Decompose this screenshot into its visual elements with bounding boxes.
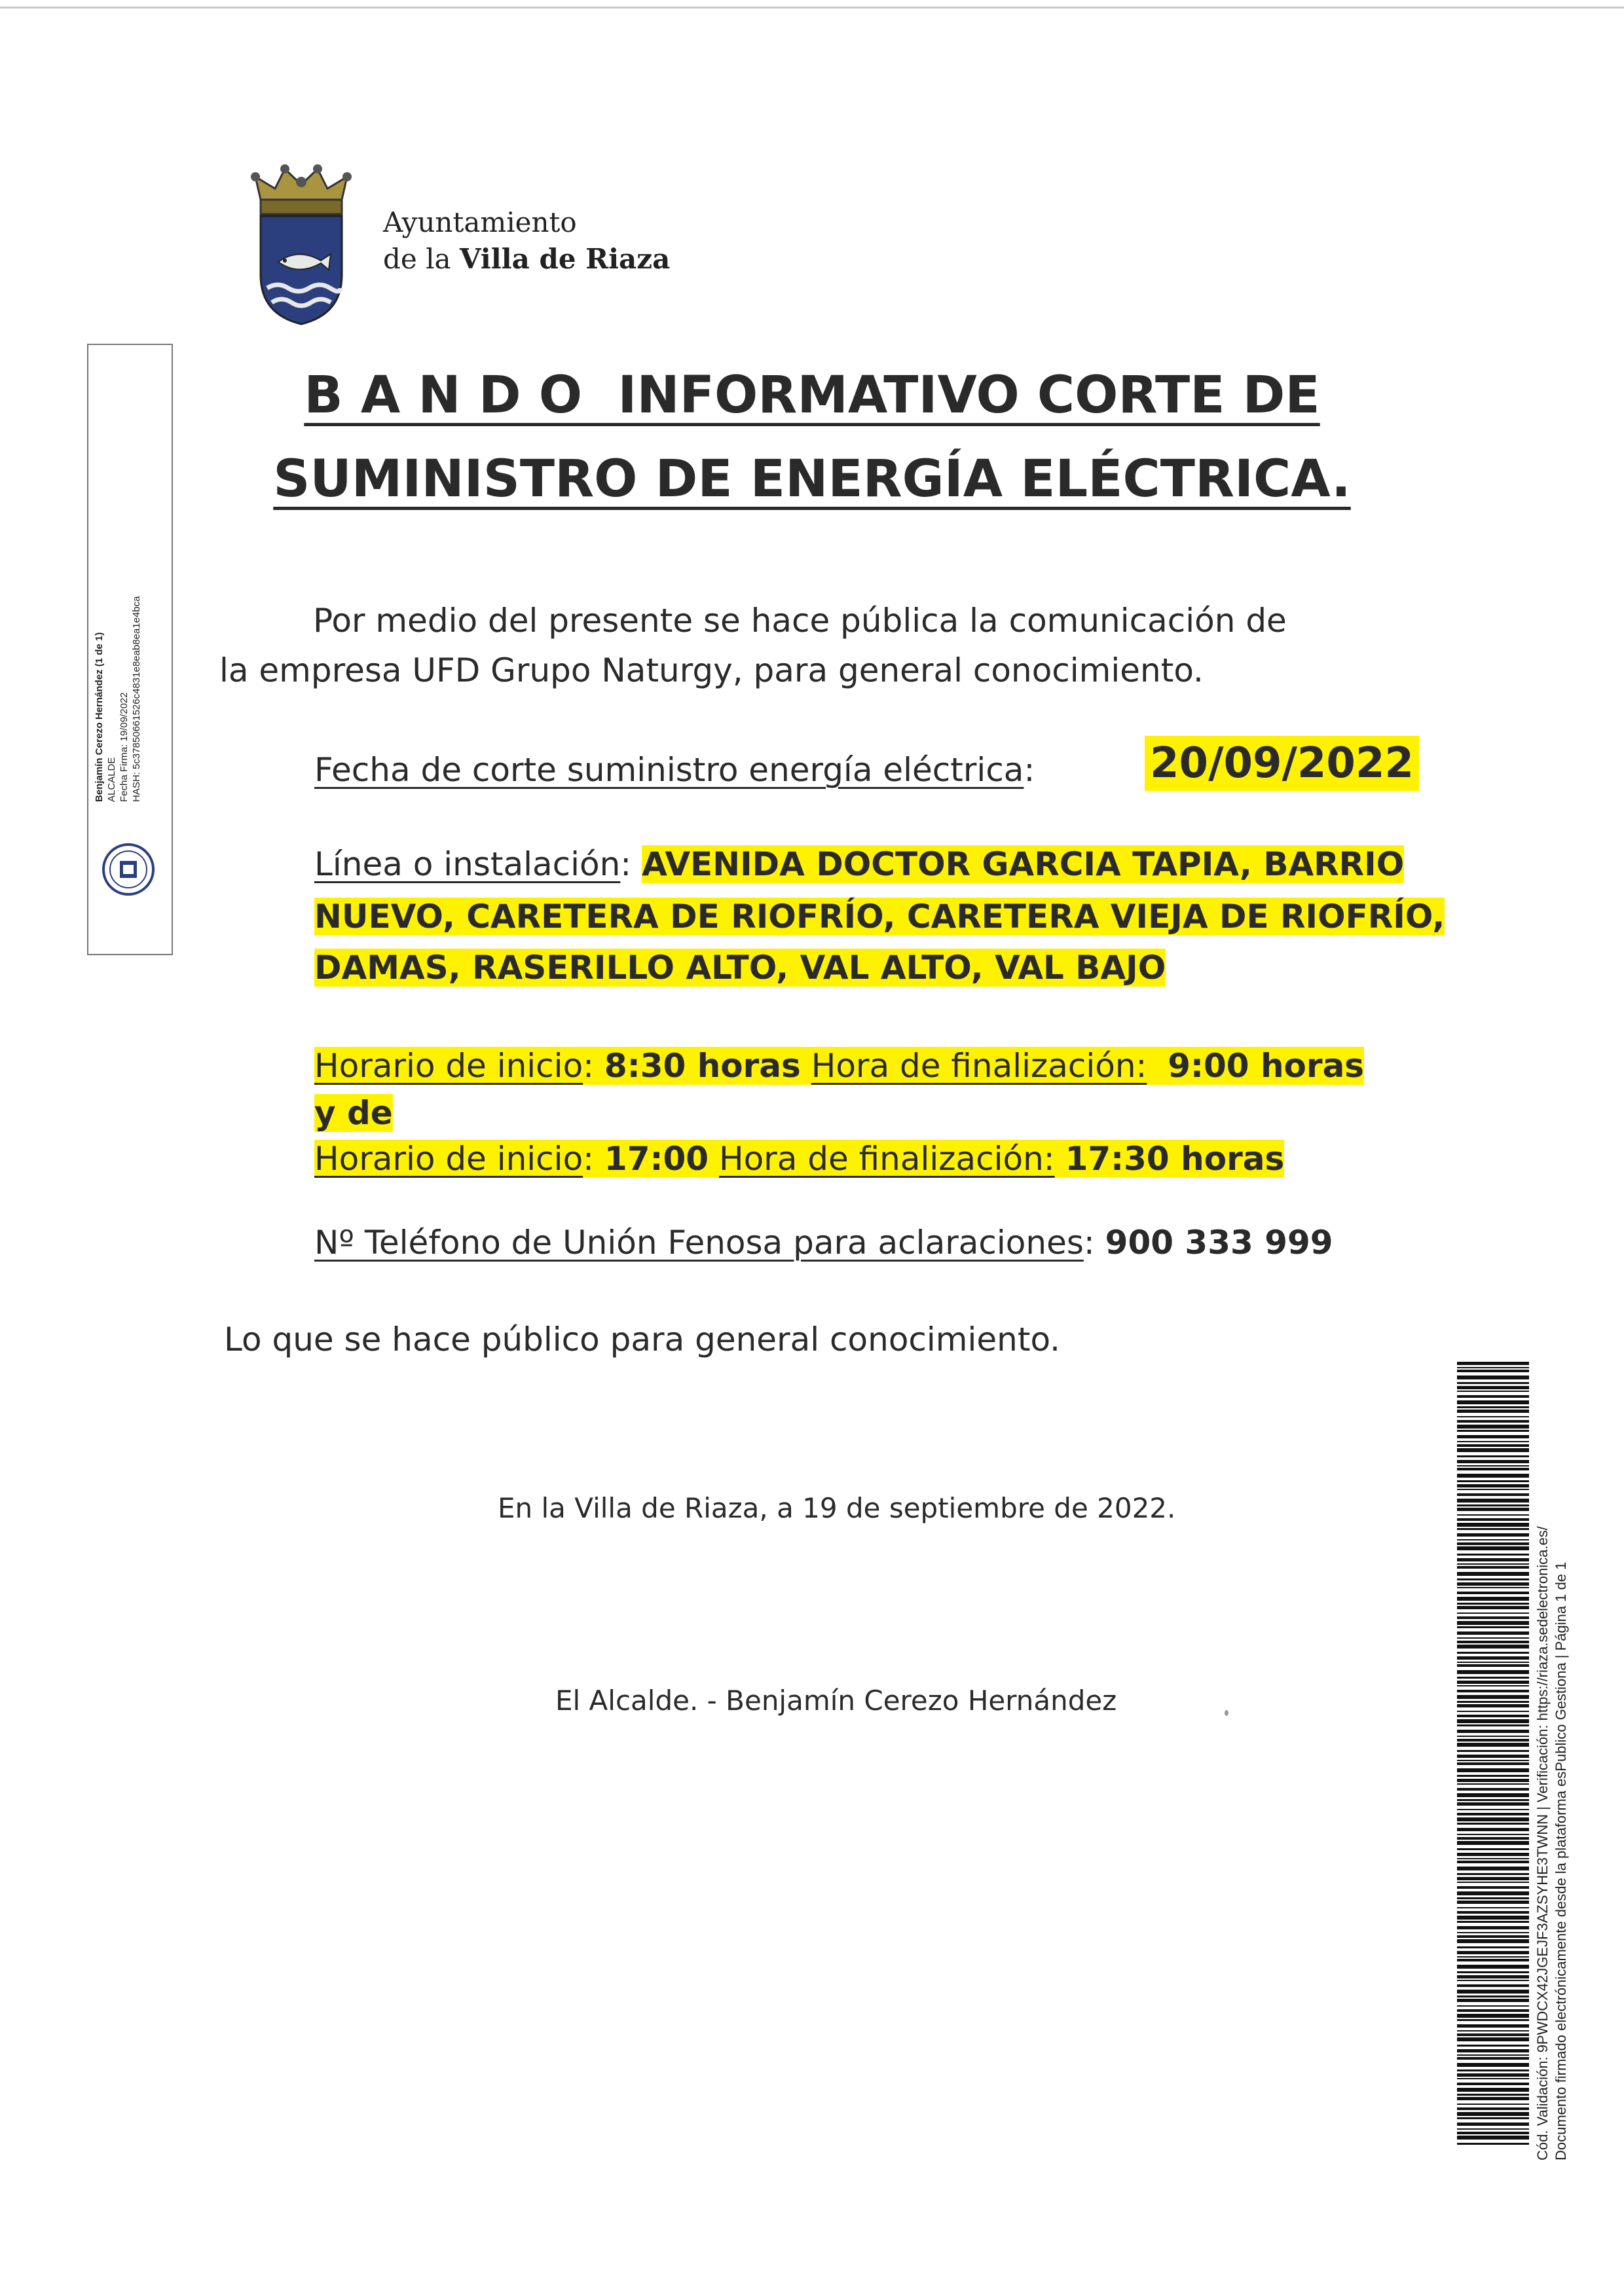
barcode-bar (1457, 1558, 1529, 1561)
barcode-bar (1457, 1606, 1529, 1609)
barcode-bar (1457, 1817, 1529, 1821)
scan-speck (1225, 1710, 1228, 1716)
barcode-bar (1457, 1995, 1529, 1997)
barcode-bar (1457, 2083, 1529, 2085)
barcode-bar (1457, 2117, 1529, 2119)
barcode-bar (1457, 1755, 1529, 1758)
signature-stamp-text (93, 596, 143, 802)
horario2-start-value: 17:00 (604, 1140, 709, 1178)
barcode-bar (1457, 1695, 1529, 1699)
linea-colon: : (620, 845, 632, 883)
barcode-bar (1457, 1841, 1529, 1845)
barcode-bar (1457, 1965, 1529, 1969)
barcode-bar (1457, 1499, 1529, 1503)
barcode-bar (1457, 1382, 1529, 1384)
barcode-bar (1457, 1539, 1529, 1540)
barcode-bar (1457, 2112, 1529, 2116)
barcode-bar (1457, 1563, 1529, 1565)
barcode-bar (1457, 1592, 1529, 1594)
title-line2: SUMINISTRO DE ENERGÍA ELÉCTRICA. (273, 450, 1351, 509)
barcode-bar (1457, 1637, 1529, 1639)
barcode-bar (1457, 1597, 1529, 1601)
fecha-row (314, 745, 1035, 795)
barcode-bar (1457, 1400, 1529, 1404)
horario1-colon: : (583, 1047, 595, 1085)
barcode-bar (1457, 2094, 1529, 2096)
barcode-bar (1457, 2104, 1529, 2105)
barcode-bar (1457, 1834, 1529, 1835)
telefono-row (314, 1218, 1333, 1267)
horario1-end-value: 9:00 horas (1168, 1047, 1365, 1085)
barcode-bar (1457, 1645, 1529, 1649)
barcode-bar (1457, 1376, 1529, 1379)
barcode-bar (1457, 1578, 1529, 1580)
barcode-bar (1457, 1493, 1529, 1496)
barcode-bar (1457, 1990, 1529, 1994)
barcode-bar (1457, 2136, 1529, 2140)
barcode-bar (1457, 2128, 1529, 2130)
barcode-bar (1457, 1788, 1529, 1791)
barcode-bar (1457, 1799, 1529, 1801)
telefono-label: Nº Teléfono de Unión Fenosa para aclaraciones (314, 1224, 1084, 1262)
barcode-bar (1457, 1882, 1529, 1883)
barcode-bar (1457, 2143, 1529, 2145)
stamp-signer: Benjamín Cerezo Hernández (1 de 1) (94, 632, 105, 802)
barcode-bar (1457, 1891, 1529, 1895)
barcode-bar (1457, 1533, 1529, 1537)
barcode-bar (1457, 1959, 1529, 1961)
barcode-bar (1457, 1719, 1529, 1723)
barcode-bar (1457, 1975, 1529, 1978)
barcode-bar (1457, 1386, 1529, 1389)
barcode-bar (1457, 1616, 1529, 1619)
stamp-date: Fecha Firma: 19/09/2022 (119, 692, 130, 802)
barcode-bar (1457, 1465, 1529, 1467)
barcode-bar (1457, 1681, 1529, 1684)
barcode-bar (1457, 1802, 1529, 1806)
barcode-bar (1457, 1848, 1529, 1850)
barcode-bar (1457, 1656, 1529, 1660)
barcode-bar (1457, 1652, 1529, 1654)
horario1-end-label: Hora de finalización: (811, 1047, 1147, 1085)
barcode-bar (1457, 1362, 1529, 1365)
barcode-bar (1457, 1743, 1529, 1747)
barcode-bar (1457, 1528, 1529, 1530)
barcode-bar (1457, 2049, 1529, 2052)
barcode-bar (1457, 1662, 1529, 1663)
barcode-bar (1457, 1641, 1529, 1643)
barcode-bar (1457, 1410, 1529, 1413)
barcode-bar (1457, 2097, 1529, 2100)
barcode-bar (1457, 1430, 1529, 1432)
barcode-bar (1457, 1823, 1529, 1825)
barcode-bar (1457, 1518, 1529, 1521)
barcode-bar (1457, 1730, 1529, 1733)
barcode-bar (1457, 1613, 1529, 1614)
barcode-bar (1457, 1946, 1529, 1948)
org-line2: de la Villa de Riaza (383, 243, 671, 275)
barcode-bar (1457, 1951, 1529, 1954)
barcode-bar (1457, 2030, 1529, 2032)
org-name (383, 204, 670, 278)
barcode-bar (1457, 1921, 1529, 1923)
linea-label: Línea o instalación (314, 845, 621, 883)
barcode-icon (1457, 1362, 1529, 2147)
horario1-start-label: Horario de inicio (314, 1047, 583, 1085)
barcode-bar (1457, 1999, 1529, 2002)
linea-row2 (314, 892, 1445, 941)
horario2-end-label: Hora de finalización: (718, 1140, 1055, 1178)
barcode-bar (1457, 2073, 1529, 2077)
barcode-bar (1457, 1367, 1529, 1368)
barcode-bar (1457, 1724, 1529, 1726)
barcode-bar (1457, 1484, 1529, 1487)
stamp-role: ALCALDE (106, 757, 117, 802)
stamp-hash: HASH: 5c37850661526c4831e8eab8ea1e4bca (131, 596, 142, 802)
barcode-bar (1457, 1435, 1529, 1438)
validation-line1: Cód. Validación: 9PWDCX42JGEJF3AZSYHE3TWNN | Verificación: https://riaza.sedelectronica.es/ (1534, 1526, 1551, 2160)
barcode-bar (1457, 1677, 1529, 1679)
intro-line1: Por medio del presente se hace pública la comunicación de (313, 602, 1287, 640)
barcode-bar (1457, 1750, 1529, 1752)
horario2-row (314, 1134, 1284, 1184)
document-title (0, 354, 1624, 521)
linea-row3 (314, 943, 1166, 993)
horario1-start-value: 8:30 horas (604, 1047, 801, 1085)
barcode-bar (1457, 1546, 1529, 1550)
barcode-bar (1457, 1425, 1529, 1429)
barcode-bar (1457, 1901, 1529, 1904)
barcode-bar (1457, 1489, 1529, 1490)
barcode-bar (1457, 2132, 1529, 2134)
barcode-bar (1457, 1444, 1529, 1447)
barcode-bar (1457, 1775, 1529, 1777)
barcode-bar (1457, 1631, 1529, 1635)
barcode-bar (1457, 1762, 1529, 1765)
horario2-start-label: Horario de inicio (314, 1140, 583, 1178)
barcode-bar (1457, 1926, 1529, 1929)
barcode-bar (1457, 1554, 1529, 1556)
barcode-bar (1457, 1911, 1529, 1914)
barcode-bar (1457, 2063, 1529, 2067)
barcode-bar (1457, 2057, 1529, 2060)
barcode-bar (1457, 1468, 1529, 1470)
barcode-bar (1457, 2088, 1529, 2092)
telefono-value: 900 333 999 (1105, 1224, 1333, 1262)
barcode-bar (1457, 1455, 1529, 1457)
barcode-bar (1457, 1980, 1529, 1981)
town-crest-icon (249, 164, 354, 327)
barcode-bar (1457, 2054, 1529, 2056)
fecha-value: 20/09/2022 (1145, 736, 1419, 791)
barcode-bar (1457, 1736, 1529, 1737)
barcode-bar (1457, 1514, 1529, 1516)
barcode-bar (1457, 1685, 1529, 1686)
barcode-bar (1457, 1441, 1529, 1442)
barcode-bar (1457, 1828, 1529, 1831)
barcode-bar (1457, 1420, 1529, 1423)
barcode-bar (1457, 1395, 1529, 1398)
barcode-bar (1457, 2014, 1529, 2018)
barcode-bar (1457, 2033, 1529, 2036)
barcode-bar (1457, 1621, 1529, 1625)
barcode-bar (1457, 2005, 1529, 2007)
barcode-bar (1457, 2045, 1529, 2047)
barcode-bar (1457, 1582, 1529, 1586)
horario2-end-value: 17:30 horas (1065, 1140, 1285, 1178)
barcode-bar (1457, 1877, 1529, 1880)
barcode-bar (1457, 1837, 1529, 1840)
scan-top-edge (0, 7, 1624, 9)
barcode-bar (1457, 1916, 1529, 1920)
barcode-bar (1457, 2123, 1529, 2126)
barcode-bar (1457, 1448, 1529, 1452)
barcode-bar (1457, 1523, 1529, 1527)
barcode-bar (1457, 1956, 1529, 1958)
barcode-bar (1457, 1416, 1529, 1417)
signature-text: El Alcalde. - Benjamín Cerezo Hernández (555, 1685, 1117, 1717)
barcode-bar (1457, 1370, 1529, 1372)
barcode-bar (1457, 1813, 1529, 1815)
barcode-bar (1457, 1711, 1529, 1712)
barcode-bar (1457, 1664, 1529, 1667)
barcode-bar (1457, 1779, 1529, 1782)
place-date: En la Villa de Riaza, a 19 de septiembre de 2022. (498, 1492, 1176, 1524)
barcode-bar (1457, 1701, 1529, 1703)
barcode-bar (1457, 1971, 1529, 1973)
barcode-bar (1457, 1783, 1529, 1785)
barcode-bar (1457, 2009, 1529, 2012)
horario2-colon: : (583, 1140, 595, 1178)
org-line1: Ayuntamiento (383, 206, 577, 238)
barcode-bar (1457, 1508, 1529, 1511)
connector-text: y de (314, 1094, 393, 1132)
closing-text: Lo que se hace público para general conocimiento. (224, 1321, 1061, 1358)
barcode-bar (1457, 1932, 1529, 1933)
barcode-bar (1457, 1406, 1529, 1408)
barcode-bar (1457, 2078, 1529, 2079)
linea-row1 (314, 839, 1404, 889)
telefono-colon: : (1083, 1224, 1095, 1262)
barcode-bar (1457, 1793, 1529, 1797)
barcode-bar (1457, 1572, 1529, 1576)
connector-row (314, 1088, 393, 1138)
fecha-label: Fecha de corte suministro energía eléctrica (314, 751, 1024, 789)
barcode-bar (1457, 1739, 1529, 1741)
barcode-bar (1457, 1480, 1529, 1482)
barcode-bar (1457, 1935, 1529, 1938)
municipal-seal-icon (100, 841, 157, 898)
barcode-bar (1457, 1873, 1529, 1875)
barcode-bar (1457, 1897, 1529, 1899)
horario1-row (314, 1041, 1364, 1091)
barcode-bar (1457, 1867, 1529, 1870)
barcode-bar (1457, 1809, 1529, 1810)
barcode-bar (1457, 1704, 1529, 1707)
barcode-bar (1457, 1768, 1529, 1772)
barcode-bar (1457, 1858, 1529, 1859)
barcode-bar (1457, 1542, 1529, 1545)
barcode-bar (1457, 2019, 1529, 2021)
intro-line2: la empresa UFD Grupo Naturgy, para general conocimiento. (219, 651, 1204, 689)
barcode-bar (1457, 1391, 1529, 1392)
linea-value-line1: AVENIDA DOCTOR GARCIA TAPIA, BARRIO (642, 845, 1405, 883)
linea-value-line2: NUEVO, CARETERA DE RIOFRÍO, CARETERA VIEJA DE RIOFRÍO, (314, 898, 1445, 936)
barcode-bar (1457, 2069, 1529, 2071)
barcode-bar (1457, 1886, 1529, 1889)
barcode-bar (1457, 1587, 1529, 1588)
barcode-bar (1457, 1690, 1529, 1692)
validation-line2: Documento firmado electrónicamente desde la plataforma esPublico Gestiona | Página 1 de 1 (1553, 1561, 1569, 2160)
barcode-bar (1457, 2037, 1529, 2041)
barcode-bar (1457, 1984, 1529, 1987)
barcode-bar (1457, 1566, 1529, 1569)
barcode-bar (1457, 1907, 1529, 1908)
barcode-bar (1457, 1603, 1529, 1605)
barcode-bar (1457, 1474, 1529, 1478)
barcode-bar (1457, 1670, 1529, 1674)
barcode-bar (1457, 1853, 1529, 1856)
barcode-bar (1457, 1715, 1529, 1717)
barcode-bar (1457, 1504, 1529, 1506)
fecha-colon: : (1024, 751, 1035, 789)
linea-value-line3: DAMAS, RASERILLO ALTO, VAL ALTO, VAL BAJO (314, 949, 1166, 987)
title-line1: B A N D O INFORMATIVO CORTE DE (304, 366, 1320, 425)
barcode-bar (1457, 2107, 1529, 2110)
barcode-bar (1457, 1939, 1529, 1943)
barcode-bar (1457, 1460, 1529, 1463)
barcode-bar (1457, 2024, 1529, 2028)
validation-text (1534, 1526, 1570, 2160)
barcode-bar (1457, 1861, 1529, 1863)
barcode-bar (1457, 1626, 1529, 1628)
barcode-bar (1457, 1760, 1529, 1761)
